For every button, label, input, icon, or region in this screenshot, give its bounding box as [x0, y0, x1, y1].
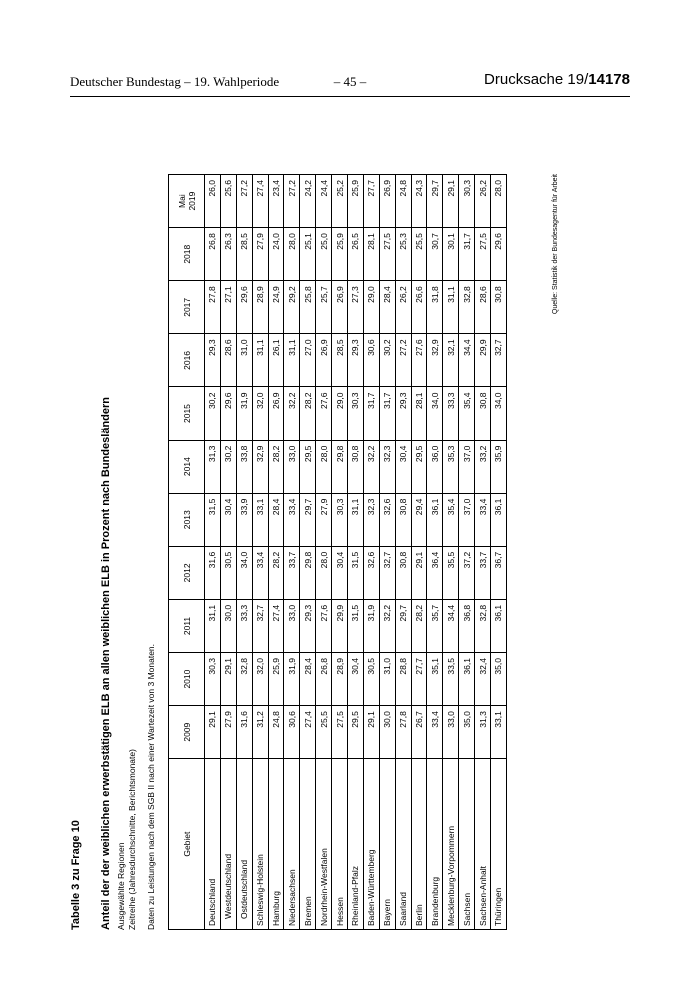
value-cell: 33,1 [491, 706, 507, 759]
year-header: 2015 [169, 387, 205, 440]
table-row [236, 175, 252, 930]
value-cell: 28,6 [220, 334, 236, 387]
region-cell: Ostdeutschland [236, 759, 252, 930]
value-cell: 32,2 [284, 387, 300, 440]
value-cell: 31,1 [252, 334, 268, 387]
table-note: Daten zu Leistungen nach dem SGB II nach einer Wartezeit von 3 Monaten. [146, 643, 156, 930]
value-cell: 30,4 [332, 546, 348, 599]
value-cell: 37,0 [459, 493, 475, 546]
value-cell: 31,1 [443, 281, 459, 334]
value-cell: 36,7 [491, 546, 507, 599]
year-header: 2011 [169, 599, 205, 652]
value-cell: 33,5 [443, 653, 459, 706]
value-cell: 29,2 [284, 281, 300, 334]
value-cell: 26,2 [395, 281, 411, 334]
table-title: Anteil der der weiblichen erwerbstätigen ELB an allen weiblichen ELB in Prozent nach Bundesländern [100, 397, 112, 930]
value-cell: 27,4 [252, 175, 268, 228]
value-cell: 27,9 [220, 706, 236, 759]
value-cell: 28,4 [300, 653, 316, 706]
value-cell: 31,2 [252, 706, 268, 759]
page-header [70, 70, 630, 97]
value-cell: 27,2 [236, 175, 252, 228]
value-cell: 31,6 [205, 546, 221, 599]
value-cell: 30,2 [205, 387, 221, 440]
value-cell: 30,4 [220, 493, 236, 546]
value-cell: 32,7 [379, 546, 395, 599]
region-cell: Hamburg [268, 759, 284, 930]
value-cell: 26,8 [316, 653, 332, 706]
value-cell: 28,2 [268, 546, 284, 599]
table-label: Tabelle 3 zu Frage 10 [70, 820, 82, 930]
value-cell: 26,5 [348, 228, 364, 281]
document-number-plain: 19/ [567, 71, 589, 88]
value-cell: 29,5 [348, 706, 364, 759]
table-row [300, 175, 316, 930]
table-subtitle-timeseries: Zeitreihe (Jahresdurchschnitte, Berichtsmonate) [127, 749, 137, 930]
value-cell: 30,4 [348, 653, 364, 706]
region-cell: Sachsen-Anhalt [475, 759, 491, 930]
region-cell: Hessen [332, 759, 348, 930]
value-cell: 32,9 [252, 440, 268, 493]
value-cell: 33,0 [443, 706, 459, 759]
value-cell: 30,3 [332, 493, 348, 546]
table-row [411, 175, 427, 930]
value-cell: 33,7 [475, 546, 491, 599]
value-cell: 27,2 [284, 175, 300, 228]
value-cell: 25,5 [316, 706, 332, 759]
value-cell: 33,1 [252, 493, 268, 546]
value-cell: 35,0 [491, 653, 507, 706]
value-cell: 28,8 [395, 653, 411, 706]
value-cell: 31,7 [459, 228, 475, 281]
value-cell: 31,1 [348, 493, 364, 546]
value-cell: 36,1 [491, 599, 507, 652]
value-cell: 30,3 [205, 653, 221, 706]
value-cell: 32,2 [363, 440, 379, 493]
value-cell: 28,5 [236, 228, 252, 281]
value-cell: 28,5 [332, 334, 348, 387]
value-cell: 32,7 [491, 334, 507, 387]
region-header: Gebiet [169, 759, 205, 930]
table-subtitle-regions: Ausgewählte Regionen [116, 842, 126, 930]
value-cell: 27,2 [395, 334, 411, 387]
value-cell: 27,4 [268, 599, 284, 652]
value-cell: 28,9 [252, 281, 268, 334]
value-cell: 31,5 [348, 599, 364, 652]
year-header: 2018 [169, 228, 205, 281]
value-cell: 35,4 [443, 493, 459, 546]
value-cell: 24,3 [411, 175, 427, 228]
value-cell: 30,0 [220, 599, 236, 652]
value-cell: 24,0 [268, 228, 284, 281]
may-label: Mai [176, 194, 187, 208]
value-cell: 24,8 [395, 175, 411, 228]
value-cell: 32,1 [443, 334, 459, 387]
value-cell: 33,3 [236, 599, 252, 652]
value-cell: 35,0 [459, 706, 475, 759]
table-row [205, 175, 221, 930]
value-cell: 31,9 [284, 653, 300, 706]
value-cell: 25,0 [316, 228, 332, 281]
value-cell: 26,6 [411, 281, 427, 334]
value-cell: 26,1 [268, 334, 284, 387]
value-cell: 30,6 [363, 334, 379, 387]
value-cell: 28,0 [316, 546, 332, 599]
table-row [316, 175, 332, 930]
value-cell: 30,8 [395, 493, 411, 546]
value-cell: 29,1 [443, 175, 459, 228]
value-cell: 26,2 [475, 175, 491, 228]
value-cell: 34,4 [443, 599, 459, 652]
value-cell: 32,6 [363, 546, 379, 599]
value-cell: 33,4 [427, 706, 443, 759]
table-row [268, 175, 284, 930]
value-cell: 31,0 [379, 653, 395, 706]
table-row [348, 175, 364, 930]
value-cell: 30,8 [491, 281, 507, 334]
value-cell: 26,9 [316, 334, 332, 387]
region-cell: Baden-Württemberg [363, 759, 379, 930]
value-cell: 31,0 [236, 334, 252, 387]
value-cell: 27,5 [475, 228, 491, 281]
value-cell: 29,3 [205, 334, 221, 387]
value-cell: 28,0 [491, 175, 507, 228]
value-cell: 29,1 [363, 706, 379, 759]
value-cell: 32,2 [379, 599, 395, 652]
value-cell: 25,6 [220, 175, 236, 228]
value-cell: 36,0 [427, 440, 443, 493]
value-cell: 29,6 [236, 281, 252, 334]
table-row [379, 175, 395, 930]
value-cell: 25,1 [300, 228, 316, 281]
value-cell: 29,3 [395, 387, 411, 440]
value-cell: 26,7 [411, 706, 427, 759]
value-cell: 28,1 [411, 387, 427, 440]
value-cell: 24,4 [316, 175, 332, 228]
header-left: Deutscher Bundestag – 19. Wahlperiode [70, 74, 280, 89]
table-row [475, 175, 491, 930]
value-cell: 35,7 [427, 599, 443, 652]
value-cell: 36,1 [427, 493, 443, 546]
value-cell: 32,3 [363, 493, 379, 546]
value-cell: 36,1 [491, 493, 507, 546]
value-cell: 28,6 [475, 281, 491, 334]
value-cell: 30,8 [348, 440, 364, 493]
value-cell: 30,2 [379, 334, 395, 387]
value-cell: 31,3 [475, 706, 491, 759]
value-cell: 33,0 [284, 440, 300, 493]
value-cell: 34,0 [427, 387, 443, 440]
may-year-label: 2019 [186, 191, 197, 211]
region-cell: Niedersachsen [284, 759, 300, 930]
value-cell: 29,3 [300, 599, 316, 652]
value-cell: 27,7 [411, 653, 427, 706]
region-cell: Saarland [395, 759, 411, 930]
value-cell: 25,8 [300, 281, 316, 334]
value-cell: 35,9 [491, 440, 507, 493]
value-cell: 28,0 [316, 440, 332, 493]
value-cell: 26,8 [205, 228, 221, 281]
value-cell: 28,2 [268, 440, 284, 493]
value-cell: 31,7 [363, 387, 379, 440]
value-cell: 33,9 [236, 493, 252, 546]
value-cell: 31,5 [205, 493, 221, 546]
value-cell: 30,6 [284, 706, 300, 759]
value-cell: 30,7 [427, 228, 443, 281]
region-cell: Westdeutschland [220, 759, 236, 930]
value-cell: 25,5 [411, 228, 427, 281]
year-header-may-2019 [169, 175, 205, 228]
source-note: Quelle: Statistik der Bundesagentur für Arbeit [552, 174, 559, 315]
value-cell: 25,9 [348, 175, 364, 228]
year-header: 2014 [169, 440, 205, 493]
table-row [443, 175, 459, 930]
value-cell: 29,5 [300, 440, 316, 493]
value-cell: 23,4 [268, 175, 284, 228]
document-number-bold: 14178 [588, 71, 630, 88]
value-cell: 24,9 [268, 281, 284, 334]
value-cell: 26,9 [379, 175, 395, 228]
value-cell: 33,8 [236, 440, 252, 493]
value-cell: 31,5 [348, 546, 364, 599]
value-cell: 35,3 [443, 440, 459, 493]
value-cell: 24,2 [300, 175, 316, 228]
value-cell: 34,0 [491, 387, 507, 440]
value-cell: 32,0 [252, 387, 268, 440]
value-cell: 26,3 [220, 228, 236, 281]
value-cell: 29,1 [220, 653, 236, 706]
value-cell: 29,7 [300, 493, 316, 546]
value-cell: 33,4 [252, 546, 268, 599]
region-cell: Nordrhein-Westfalen [316, 759, 332, 930]
value-cell: 31,6 [236, 706, 252, 759]
value-cell: 28,1 [363, 228, 379, 281]
value-cell: 29,5 [411, 440, 427, 493]
value-cell: 31,9 [236, 387, 252, 440]
value-cell: 35,4 [459, 387, 475, 440]
value-cell: 29,4 [411, 493, 427, 546]
value-cell: 28,0 [284, 228, 300, 281]
value-cell: 27,6 [316, 387, 332, 440]
region-cell: Deutschland [205, 759, 221, 930]
rotated-table-page [70, 122, 630, 930]
year-header: 2016 [169, 334, 205, 387]
value-cell: 30,5 [363, 653, 379, 706]
value-cell: 30,4 [395, 440, 411, 493]
value-cell: 25,3 [395, 228, 411, 281]
table-row [220, 175, 236, 930]
value-cell: 27,1 [220, 281, 236, 334]
value-cell: 32,8 [236, 653, 252, 706]
value-cell: 27,0 [300, 334, 316, 387]
value-cell: 26,0 [205, 175, 221, 228]
value-cell: 28,9 [332, 653, 348, 706]
value-cell: 29,9 [332, 599, 348, 652]
region-cell: Mecklenburg-Vorpommern [443, 759, 459, 930]
year-header: 2017 [169, 281, 205, 334]
year-header: 2013 [169, 493, 205, 546]
value-cell: 29,3 [348, 334, 364, 387]
value-cell: 30,1 [443, 228, 459, 281]
value-cell: 31,7 [379, 387, 395, 440]
value-cell: 27,5 [332, 706, 348, 759]
value-cell: 30,2 [220, 440, 236, 493]
value-cell: 28,2 [300, 387, 316, 440]
value-cell: 30,8 [475, 387, 491, 440]
value-cell: 33,3 [443, 387, 459, 440]
value-cell: 32,9 [427, 334, 443, 387]
value-cell: 33,4 [284, 493, 300, 546]
value-cell: 28,2 [411, 599, 427, 652]
value-cell: 35,1 [427, 653, 443, 706]
value-cell: 27,4 [300, 706, 316, 759]
value-cell: 32,3 [379, 440, 395, 493]
value-cell: 31,8 [427, 281, 443, 334]
value-cell: 30,3 [459, 175, 475, 228]
table-row [252, 175, 268, 930]
value-cell: 25,7 [316, 281, 332, 334]
value-cell: 29,7 [395, 599, 411, 652]
value-cell: 30,5 [220, 546, 236, 599]
value-cell: 27,9 [252, 228, 268, 281]
value-cell: 27,3 [348, 281, 364, 334]
value-cell: 27,5 [379, 228, 395, 281]
value-cell: 27,6 [411, 334, 427, 387]
region-cell: Bremen [300, 759, 316, 930]
value-cell: 33,0 [284, 599, 300, 652]
value-cell: 35,5 [443, 546, 459, 599]
value-cell: 33,2 [475, 440, 491, 493]
value-cell: 30,8 [395, 546, 411, 599]
value-cell: 29,8 [332, 440, 348, 493]
value-cell: 29,7 [427, 175, 443, 228]
value-cell: 36,8 [459, 599, 475, 652]
value-cell: 27,7 [363, 175, 379, 228]
value-cell: 34,0 [236, 546, 252, 599]
value-cell: 31,9 [363, 599, 379, 652]
value-cell: 33,4 [475, 493, 491, 546]
value-cell: 30,3 [348, 387, 364, 440]
value-cell: 34,4 [459, 334, 475, 387]
value-cell: 27,6 [316, 599, 332, 652]
value-cell: 32,8 [459, 281, 475, 334]
value-cell: 29,6 [491, 228, 507, 281]
value-cell: 27,8 [395, 706, 411, 759]
value-cell: 31,1 [205, 599, 221, 652]
value-cell: 28,4 [379, 281, 395, 334]
region-cell: Brandenburg [427, 759, 443, 930]
region-cell: Thüringen [491, 759, 507, 930]
table-row [491, 175, 507, 930]
value-cell: 28,4 [268, 493, 284, 546]
value-cell: 27,8 [205, 281, 221, 334]
value-cell: 33,7 [284, 546, 300, 599]
value-cell: 29,6 [220, 387, 236, 440]
value-cell: 24,8 [268, 706, 284, 759]
value-cell: 37,0 [459, 440, 475, 493]
document-number [484, 71, 630, 88]
year-header: 2010 [169, 653, 205, 706]
table-row [284, 175, 300, 930]
value-cell: 32,6 [379, 493, 395, 546]
table-row [427, 175, 443, 930]
value-cell: 29,9 [475, 334, 491, 387]
value-cell: 29,1 [411, 546, 427, 599]
value-cell: 27,9 [316, 493, 332, 546]
value-cell: 25,9 [332, 228, 348, 281]
region-cell: Schleswig-Holstein [252, 759, 268, 930]
region-cell: Berlin [411, 759, 427, 930]
value-cell: 32,8 [475, 599, 491, 652]
value-cell: 25,9 [268, 653, 284, 706]
value-cell: 25,2 [332, 175, 348, 228]
document-number-prefix: Drucksache [484, 71, 564, 88]
value-cell: 36,1 [459, 653, 475, 706]
header-row [169, 175, 205, 930]
value-cell: 32,0 [252, 653, 268, 706]
value-cell: 36,4 [427, 546, 443, 599]
table-row [459, 175, 475, 930]
page-number: – 45 – [333, 74, 367, 89]
value-cell: 31,3 [205, 440, 221, 493]
value-cell: 32,4 [475, 653, 491, 706]
value-cell: 30,0 [379, 706, 395, 759]
value-cell: 29,8 [300, 546, 316, 599]
value-cell: 29,0 [332, 387, 348, 440]
value-cell: 29,0 [363, 281, 379, 334]
year-header: 2012 [169, 546, 205, 599]
data-table [168, 174, 507, 930]
value-cell: 26,9 [268, 387, 284, 440]
region-cell: Rheinland-Pfalz [348, 759, 364, 930]
table-row [332, 175, 348, 930]
table-row [363, 175, 379, 930]
year-header: 2009 [169, 706, 205, 759]
region-cell: Bayern [379, 759, 395, 930]
value-cell: 29,1 [205, 706, 221, 759]
value-cell: 37,2 [459, 546, 475, 599]
value-cell: 31,1 [284, 334, 300, 387]
value-cell: 26,9 [332, 281, 348, 334]
table-row [395, 175, 411, 930]
region-cell: Sachsen [459, 759, 475, 930]
value-cell: 32,7 [252, 599, 268, 652]
